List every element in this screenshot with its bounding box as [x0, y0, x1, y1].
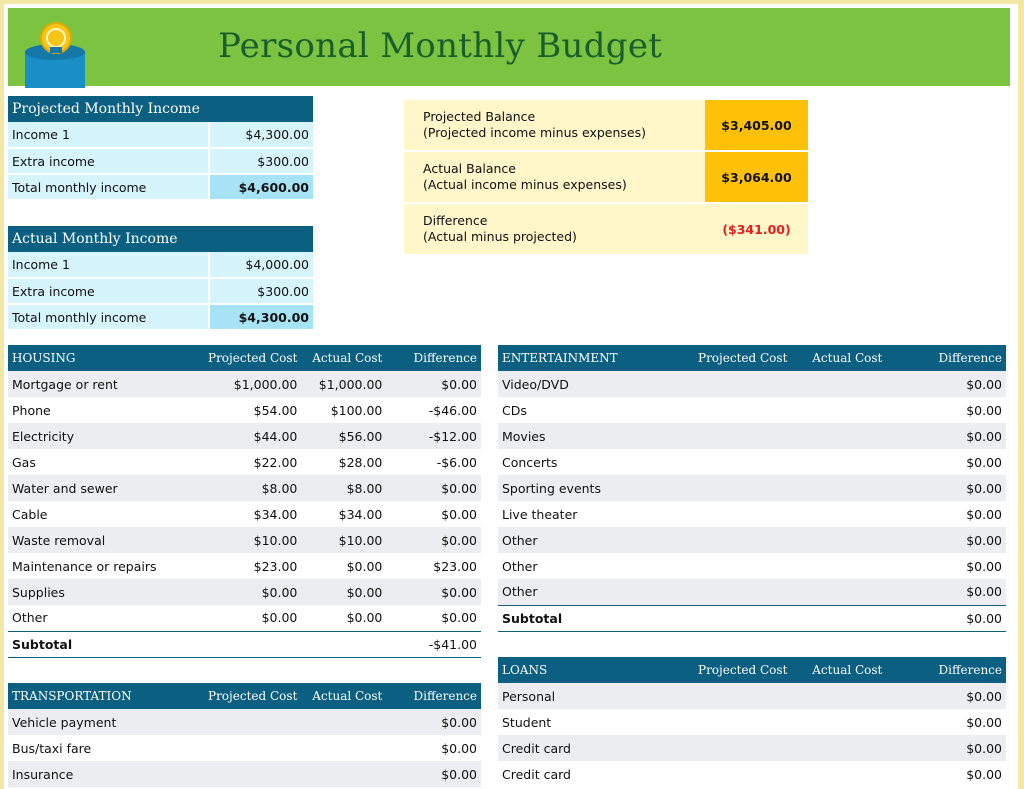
table-row — [8, 304, 313, 330]
row-label: Extra income — [8, 278, 209, 304]
actual-cost-cell[interactable]: $0.00 — [301, 553, 386, 579]
table-row — [498, 449, 1006, 475]
column-actual: Actual Cost — [791, 657, 886, 683]
difference-cell[interactable]: $0.00 — [386, 579, 481, 605]
column-actual: Actual Cost — [791, 345, 886, 371]
table-row — [8, 579, 481, 605]
difference-cell[interactable]: $0.00 — [886, 553, 1006, 579]
projected-cost-cell[interactable] — [694, 683, 791, 709]
difference-cell[interactable]: $0.00 — [886, 709, 1006, 735]
projected-cost-cell[interactable] — [204, 709, 301, 735]
table-row — [8, 397, 481, 423]
actual-cost-cell[interactable] — [791, 761, 886, 787]
item-cell: Supplies — [8, 579, 204, 605]
column-projected: Projected Cost — [694, 345, 791, 371]
difference-cell[interactable]: $0.00 — [886, 449, 1006, 475]
projected-cost-cell[interactable] — [694, 449, 791, 475]
coin-jar-icon — [20, 18, 90, 88]
item-cell: Other — [8, 605, 204, 631]
actual-cost-cell[interactable]: $34.00 — [301, 501, 386, 527]
table-row — [8, 122, 313, 148]
table-row — [8, 735, 481, 761]
balance-sublabel: (Projected income minus expenses) — [423, 125, 646, 140]
projected-cost-cell[interactable]: $22.00 — [204, 449, 301, 475]
actual-cost-cell[interactable]: $0.00 — [301, 605, 386, 631]
table-row — [498, 371, 1006, 397]
budget-sheet — [4, 4, 1018, 789]
table-row — [498, 397, 1006, 423]
difference-cell[interactable]: $0.00 — [386, 735, 481, 761]
balance-label: Actual Balance — [423, 161, 516, 176]
title-banner — [8, 8, 1010, 86]
table-row — [8, 605, 481, 631]
transportation-heading: TRANSPORTATION — [8, 683, 204, 709]
table-row — [8, 148, 313, 174]
projected-cost-cell[interactable]: $8.00 — [204, 475, 301, 501]
housing-table — [8, 345, 481, 658]
difference-cell[interactable]: -$6.00 — [386, 449, 481, 475]
projected-income-table — [8, 96, 313, 201]
table-row — [498, 761, 1006, 787]
item-cell: Other — [498, 527, 694, 553]
projected-cost-cell[interactable]: $10.00 — [204, 527, 301, 553]
projected-cost-cell[interactable] — [694, 397, 791, 423]
item-cell: Bus/taxi fare — [8, 735, 204, 761]
projected-cost-cell[interactable] — [694, 475, 791, 501]
projected-cost-cell[interactable]: $1,000.00 — [204, 371, 301, 397]
item-cell: Cable — [8, 501, 204, 527]
projected-cost-cell[interactable] — [694, 735, 791, 761]
projected-income-heading: Projected Monthly Income — [8, 96, 313, 122]
actual-cost-cell[interactable]: $1,000.00 — [301, 371, 386, 397]
projected-cost-cell[interactable] — [694, 423, 791, 449]
item-cell: Maintenance or repairs — [8, 553, 204, 579]
page-title: Personal Monthly Budget — [218, 26, 663, 66]
loans-table — [498, 657, 1006, 787]
balance-row-difference — [404, 204, 808, 256]
actual-income-table — [8, 226, 313, 331]
row-value[interactable]: $300.00 — [209, 148, 313, 174]
column-projected: Projected Cost — [204, 345, 301, 371]
table-row — [8, 475, 481, 501]
actual-cost-cell[interactable]: $100.00 — [301, 397, 386, 423]
table-row — [498, 579, 1006, 605]
projected-cost-cell[interactable] — [694, 761, 791, 787]
row-label: Income 1 — [8, 122, 209, 148]
balance-summary — [404, 100, 808, 256]
difference-cell[interactable]: -$46.00 — [386, 397, 481, 423]
item-cell: Waste removal — [8, 527, 204, 553]
column-difference: Difference — [386, 683, 481, 709]
balance-row-actual — [404, 152, 808, 204]
column-difference: Difference — [886, 657, 1006, 683]
row-value[interactable]: $4,300.00 — [209, 122, 313, 148]
subtotal-value: $0.00 — [886, 605, 1006, 631]
subtotal-label: Subtotal — [8, 631, 204, 657]
row-value[interactable]: $300.00 — [209, 278, 313, 304]
difference-cell[interactable]: $0.00 — [386, 371, 481, 397]
difference-cell[interactable]: $0.00 — [886, 579, 1006, 605]
balance-sublabel: (Actual income minus expenses) — [423, 177, 627, 192]
table-row — [498, 735, 1006, 761]
item-cell: Credit card — [498, 761, 694, 787]
column-projected: Projected Cost — [204, 683, 301, 709]
table-row — [8, 174, 313, 200]
difference-cell[interactable]: $23.00 — [386, 553, 481, 579]
item-cell: Other — [498, 579, 694, 605]
item-cell: Personal — [498, 683, 694, 709]
projected-cost-cell[interactable] — [694, 527, 791, 553]
balance-row-projected — [404, 100, 808, 152]
projected-cost-cell[interactable]: $0.00 — [204, 579, 301, 605]
actual-cost-cell[interactable] — [791, 735, 886, 761]
difference-cell[interactable]: $0.00 — [386, 501, 481, 527]
table-row — [8, 423, 481, 449]
housing-heading: HOUSING — [8, 345, 204, 371]
balance-sublabel: (Actual minus projected) — [423, 229, 577, 244]
projected-cost-cell[interactable] — [694, 371, 791, 397]
actual-cost-cell[interactable] — [791, 423, 886, 449]
actual-cost-cell[interactable] — [301, 709, 386, 735]
balance-value[interactable]: ($341.00) — [705, 204, 808, 254]
item-cell: Movies — [498, 423, 694, 449]
subtotal-row — [498, 605, 1006, 631]
column-difference: Difference — [386, 345, 481, 371]
column-difference: Difference — [886, 345, 1006, 371]
actual-cost-cell[interactable]: $56.00 — [301, 423, 386, 449]
item-cell: Other — [498, 553, 694, 579]
table-row — [498, 475, 1006, 501]
difference-cell[interactable]: $0.00 — [386, 605, 481, 631]
item-cell: Gas — [8, 449, 204, 475]
projected-cost-cell[interactable]: $54.00 — [204, 397, 301, 423]
table-row — [8, 449, 481, 475]
loans-heading: LOANS — [498, 657, 694, 683]
table-row — [8, 709, 481, 735]
actual-cost-cell[interactable]: $8.00 — [301, 475, 386, 501]
difference-cell[interactable]: $0.00 — [386, 709, 481, 735]
actual-cost-cell[interactable] — [791, 475, 886, 501]
item-cell: Insurance — [8, 761, 204, 787]
difference-cell[interactable]: $0.00 — [886, 735, 1006, 761]
projected-cost-cell[interactable]: $0.00 — [204, 605, 301, 631]
projected-cost-cell[interactable] — [694, 709, 791, 735]
item-cell: Sporting events — [498, 475, 694, 501]
table-row — [8, 252, 313, 278]
table-row — [498, 501, 1006, 527]
item-cell: Phone — [8, 397, 204, 423]
difference-cell[interactable]: $0.00 — [386, 761, 481, 787]
difference-cell[interactable]: $0.00 — [886, 371, 1006, 397]
table-row — [498, 527, 1006, 553]
actual-cost-cell[interactable] — [791, 709, 886, 735]
row-label: Total monthly income — [8, 304, 209, 330]
row-label: Extra income — [8, 148, 209, 174]
table-row — [8, 501, 481, 527]
item-cell: Mortgage or rent — [8, 371, 204, 397]
entertainment-heading: ENTERTAINMENT — [498, 345, 694, 371]
difference-cell[interactable]: $0.00 — [886, 527, 1006, 553]
table-row — [8, 761, 481, 787]
transportation-table — [8, 683, 481, 787]
balance-label: Difference — [423, 213, 488, 228]
column-actual: Actual Cost — [301, 683, 386, 709]
difference-cell[interactable]: $0.00 — [386, 475, 481, 501]
table-row — [498, 423, 1006, 449]
difference-cell[interactable]: $0.00 — [886, 397, 1006, 423]
projected-cost-cell[interactable]: $44.00 — [204, 423, 301, 449]
table-row — [8, 371, 481, 397]
difference-cell[interactable]: -$12.00 — [386, 423, 481, 449]
actual-cost-cell[interactable] — [791, 579, 886, 605]
item-cell: Credit card — [498, 735, 694, 761]
projected-cost-cell[interactable]: $34.00 — [204, 501, 301, 527]
item-cell: Electricity — [8, 423, 204, 449]
difference-cell[interactable]: $0.00 — [886, 683, 1006, 709]
actual-cost-cell[interactable]: $28.00 — [301, 449, 386, 475]
projected-cost-cell[interactable] — [694, 579, 791, 605]
projected-cost-cell[interactable] — [694, 501, 791, 527]
table-row — [8, 553, 481, 579]
projected-cost-cell[interactable]: $23.00 — [204, 553, 301, 579]
table-row — [498, 553, 1006, 579]
actual-cost-cell[interactable] — [301, 735, 386, 761]
projected-cost-cell[interactable] — [204, 761, 301, 787]
table-row — [498, 683, 1006, 709]
table-row — [8, 278, 313, 304]
entertainment-table — [498, 345, 1006, 632]
row-value[interactable]: $4,600.00 — [209, 174, 313, 200]
actual-income-heading: Actual Monthly Income — [8, 226, 313, 252]
difference-cell[interactable]: $0.00 — [886, 761, 1006, 787]
item-cell: Student — [498, 709, 694, 735]
column-actual: Actual Cost — [301, 345, 386, 371]
actual-cost-cell[interactable]: $10.00 — [301, 527, 386, 553]
projected-cost-cell[interactable] — [204, 735, 301, 761]
table-row — [8, 527, 481, 553]
difference-cell[interactable]: $0.00 — [886, 423, 1006, 449]
item-cell: Live theater — [498, 501, 694, 527]
actual-cost-cell[interactable] — [791, 449, 886, 475]
column-projected: Projected Cost — [694, 657, 791, 683]
item-cell: Vehicle payment — [8, 709, 204, 735]
subtotal-row — [8, 631, 481, 657]
difference-cell[interactable]: $0.00 — [386, 527, 481, 553]
actual-cost-cell[interactable] — [791, 683, 886, 709]
item-cell: CDs — [498, 397, 694, 423]
row-label: Total monthly income — [8, 174, 209, 200]
difference-cell[interactable]: $0.00 — [886, 475, 1006, 501]
row-value[interactable]: $4,300.00 — [209, 304, 313, 330]
actual-cost-cell[interactable]: $0.00 — [301, 579, 386, 605]
projected-cost-cell[interactable] — [694, 553, 791, 579]
row-value[interactable]: $4,000.00 — [209, 252, 313, 278]
actual-cost-cell[interactable] — [791, 501, 886, 527]
balance-label: Projected Balance — [423, 109, 536, 124]
actual-cost-cell[interactable] — [791, 527, 886, 553]
balance-value[interactable]: $3,405.00 — [705, 100, 808, 150]
actual-cost-cell[interactable] — [791, 553, 886, 579]
subtotal-label: Subtotal — [498, 605, 694, 631]
item-cell: Video/DVD — [498, 371, 694, 397]
table-row — [498, 709, 1006, 735]
actual-cost-cell[interactable] — [301, 761, 386, 787]
actual-cost-cell[interactable] — [791, 397, 886, 423]
balance-value[interactable]: $3,064.00 — [705, 152, 808, 202]
item-cell: Water and sewer — [8, 475, 204, 501]
item-cell: Concerts — [498, 449, 694, 475]
row-label: Income 1 — [8, 252, 209, 278]
difference-cell[interactable]: $0.00 — [886, 501, 1006, 527]
subtotal-value: -$41.00 — [386, 631, 481, 657]
actual-cost-cell[interactable] — [791, 371, 886, 397]
